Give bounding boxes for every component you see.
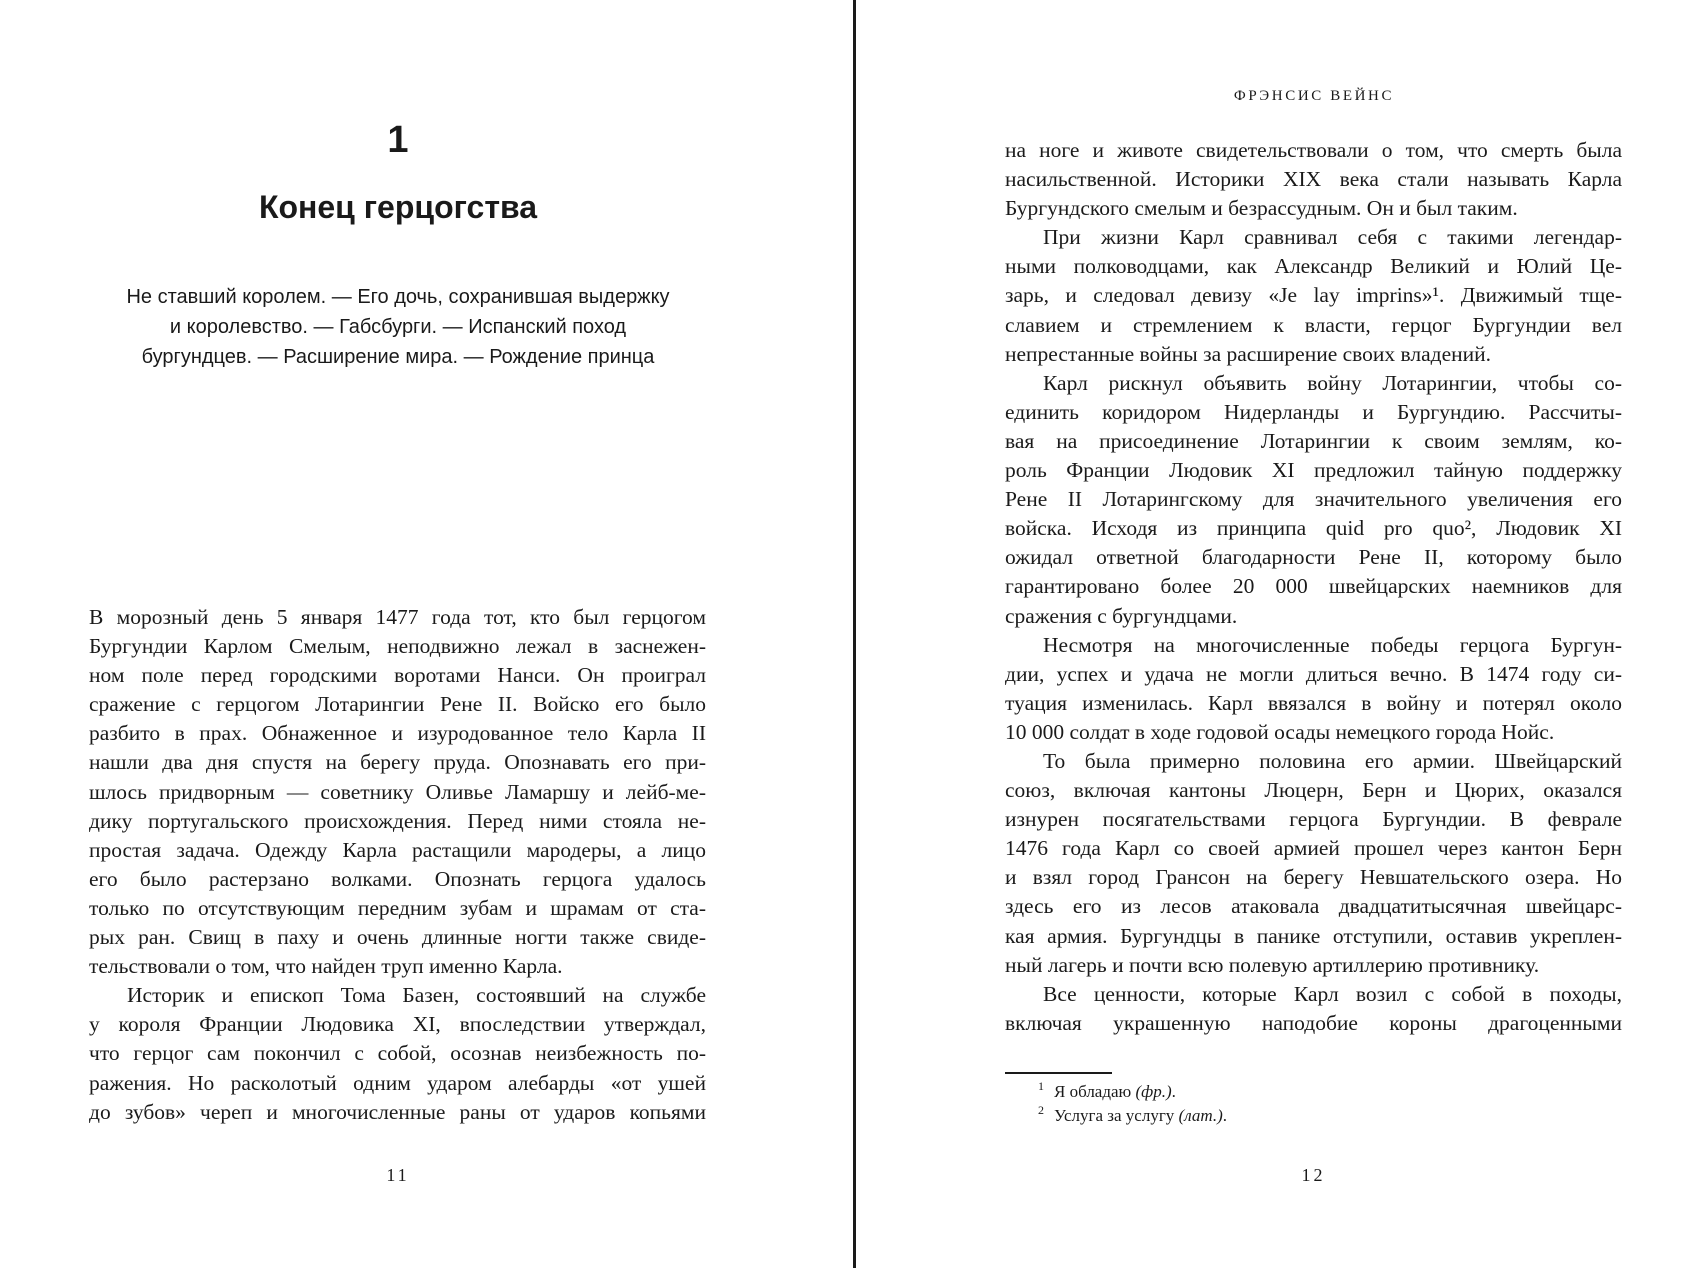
text-line: непрестанные войны за расширение своих владений. [1005, 341, 1492, 366]
footnote-language: (лат.) [1178, 1106, 1223, 1125]
text-line: Рене II Лотарингскому для значительного увеличения его [1005, 487, 1622, 512]
text-line: Бургундского смелым и безрассудным. Он и был таким. [1005, 196, 1518, 221]
text-line: шлось придворным — советнику Оливье Ламаршу и лейб-ме- [89, 779, 706, 804]
text-line: простая задача. Одежду Карла растащили мародеры, а лицо [89, 837, 706, 862]
text-line: кая армия. Бургундцы в панике отступили, оставив укреплен- [1005, 923, 1622, 948]
text-line: что герцог сам покончил с собой, осознав неизбежность по- [89, 1041, 706, 1066]
text-line: В морозный день 5 января 1477 года тот, кто был герцогом [89, 605, 706, 629]
text-line: дии, успех и удача не могли длиться вечно. В 1474 году си- [1005, 661, 1622, 686]
page-number-left: 11 [386, 1165, 410, 1185]
text-line: единить коридором Нидерланды и Бургундию. Рассчиты- [1005, 399, 1622, 424]
text-line: Бургундии Карлом Смелым, неподвижно лежал в заснежен- [89, 634, 706, 659]
text-line: у короля Франции Людовика XI, впоследствии утверждал, [89, 1012, 706, 1037]
chapter-title: Конец герцогства [258, 189, 538, 225]
text-line: рых ран. Свищ в паху и очень длинные ногти также свиде- [89, 925, 706, 950]
running-head: ФРЭНСИС ВЕЙНС [1233, 88, 1395, 104]
text-line: его было растерзано волками. Опознать герцога удалось [89, 866, 706, 891]
text-line: ном поле перед городскими воротами Нанси. Он проиграл [89, 663, 706, 688]
text-line: дику португальского происхождения. Перед ними стояла не- [89, 808, 706, 833]
text-line: ный лагерь и почти всю полевую артиллерию противнику. [1005, 952, 1540, 977]
right-body-text [1005, 136, 1622, 1038]
text-line: войска. Исходя из принципа quid pro quo², Людовик XI [1005, 516, 1622, 541]
text-line: гарантировано более 20 000 швейцарских наемников для [1005, 574, 1622, 599]
text-line: насильственной. Историки XIX века стали называть Карла [1005, 167, 1622, 192]
text-line: и взял город Грансон на берегу Невшательского озера. Но [1005, 865, 1622, 890]
text-line: включая украшенную наподобие короны драгоценными [1005, 1010, 1622, 1035]
text-line: вая на присоединение Лотарингии к своим землям, ко- [1005, 428, 1622, 453]
text-line: туация изменилась. Карл ввязался в войну и потерял около [1005, 690, 1622, 715]
text-line: При жизни Карл сравнивал себя с такими легендар- [1043, 225, 1622, 250]
page-number-right: 12 [1301, 1165, 1326, 1185]
text-line: ными полководцами, как Александр Великий и Юлий Це- [1005, 254, 1622, 279]
summary-line: и королевство. — Габсбурги. — Испанский поход [169, 316, 627, 338]
summary-line: Не ставший королем. — Его дочь, сохранившая выдержку [126, 286, 670, 308]
text-line: тельствовали о том, что найден труп именно Карла. [89, 954, 563, 979]
footnote-end: . [1171, 1082, 1176, 1101]
footnote-text: Я обладаю [1054, 1082, 1136, 1101]
text-line: 10 000 солдат в ходе годовой осады немецкого города Нойс. [1005, 719, 1555, 744]
text-line: зарь, и следовал девизу «Je lay imprins»¹. Движимый тще- [1005, 283, 1622, 308]
text-line: на ноге и животе свидетельствовали о том, что смерть была [1005, 138, 1622, 162]
footnote-end: . [1222, 1106, 1227, 1125]
footnotes [1038, 1080, 1227, 1128]
text-line: только по отсутствующим передним зубам и шрамам от ста- [89, 895, 706, 920]
summary-line: бургундцев. — Расширение мира. — Рождение принца [141, 346, 655, 368]
text-line: разбито в прах. Обнаженное и изуродованное тело Карла II [89, 721, 706, 746]
chapter-number: 1 [387, 119, 409, 161]
footnote-text: Услуга за услугу [1054, 1106, 1179, 1125]
text-line: славием и стремлением к власти, герцог Бургундии вел [1005, 312, 1622, 337]
text-line: сражение с герцогом Лотарингии Рене II. Войско его было [89, 692, 706, 717]
text-line: роль Франции Людовик XI предложил тайную поддержку [1005, 458, 1622, 483]
text-line: Все ценности, которые Карл возил с собой в походы, [1043, 981, 1622, 1006]
text-line: ожидал ответной благодарности Рене II, которому было [1005, 545, 1622, 570]
text-line: до зубов» череп и многочисленные раны от ударов копьями [89, 1099, 706, 1124]
text-line: Несмотря на многочисленные победы герцога Бургун- [1043, 632, 1622, 657]
footnote-language: (фр.) [1135, 1082, 1172, 1101]
text-line: ражения. Но расколотый одним ударом алебарды «от ушей [89, 1070, 706, 1095]
text-line: Историк и епископ Тома Базен, состоявший на службе [127, 983, 706, 1008]
text-line: здесь его из лесов атаковала двадцатитысячная швейцарс- [1005, 894, 1622, 919]
footnote: 1 Я обладаю (фр.). [1038, 1079, 1176, 1101]
text-line: Карл рискнул объявить войну Лотарингии, чтобы со- [1043, 370, 1622, 395]
text-line: 1476 года Карл со своей армией прошел через кантон Берн [1005, 836, 1622, 861]
text-line: союз, включая кантоны Люцерн, Берн и Цюрих, оказался [1005, 778, 1622, 803]
text-line: То была примерно половина его армии. Швейцарский [1043, 748, 1622, 773]
footnote-divider [1005, 1072, 1112, 1074]
text-line: изнурен посягательствами герцога Бургундии. В феврале [1005, 807, 1622, 832]
text-line: нашли два дня спустя на берегу пруда. Опознавать его при- [89, 750, 706, 775]
footnote: 2 Услуга за услугу (лат.). [1038, 1103, 1227, 1125]
text-line: сражения с бургундцами. [1005, 603, 1238, 628]
